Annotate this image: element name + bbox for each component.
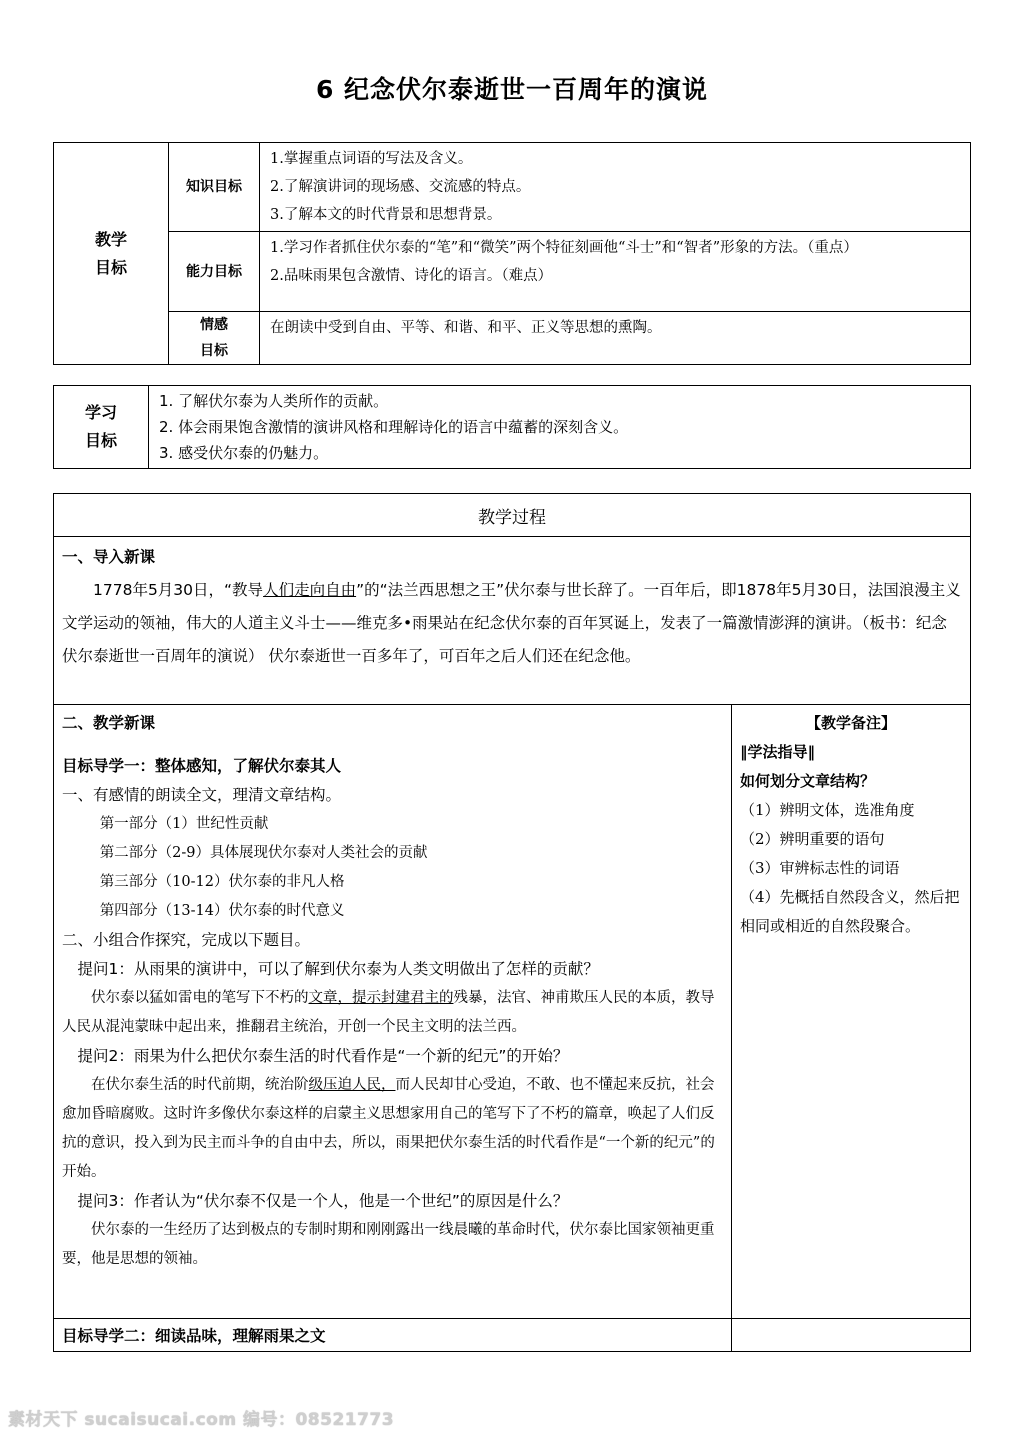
- goal-item: 2.了解演讲词的现场感、交流感的特点。: [270, 179, 531, 195]
- new-lesson-section: [54, 705, 732, 1319]
- goal-item: 3.了解本文的时代背景和思想背景。: [270, 207, 502, 223]
- emotion-goal-label: [169, 312, 260, 365]
- task2: 二、小组合作探究，完成以下题目。: [62, 931, 311, 949]
- label-line: 教学: [94, 229, 127, 249]
- question-1: 提问1：从雨果的演讲中，可以了解到伏尔泰为人类文明做出了怎样的贡献？: [77, 960, 599, 978]
- structure-part: 第四部分（13-14）伏尔泰的时代意义: [99, 903, 345, 919]
- goal-item: 2. 体会雨果饱含激情的演讲风格和理解诗化的语言中蕴蓄的深刻含义。: [159, 418, 629, 436]
- text-run: 在伏尔泰生活的时代前期，统治阶: [91, 1077, 309, 1093]
- teaching-process-table: [53, 493, 971, 1352]
- question-2: 提问2：雨果为什么把伏尔泰生活的时代看作是“一个新的纪元”的开始？: [77, 1047, 569, 1065]
- goal-item: 在朗读中受到自由、平等、和谐、和平、正义等思想的熏陶。: [270, 320, 662, 336]
- new-lesson-title: 二、教学新课: [62, 714, 156, 732]
- note-item: （3）审辨标志性的词语: [740, 859, 900, 877]
- label-line: 知识目标: [186, 179, 242, 195]
- underlined-text: 文章，提示封建君主的: [308, 990, 454, 1006]
- note-item: （2）辨明重要的语句: [740, 830, 885, 848]
- notes-question: 如何划分文章结构？: [740, 772, 876, 790]
- text-run: 伏尔泰以猛如雷电的笔写下不朽的: [91, 990, 309, 1006]
- underlined-text: 人们走向自由: [263, 581, 357, 599]
- structure-part: 第一部分（1）世纪性贡献: [99, 816, 269, 832]
- intro-section: [54, 537, 971, 705]
- text-run: 而人民却甘心受迫，不敢、也不懂起来反抗，社会愈加昏暗腐败。这时许多像伏尔泰这样的启蒙主义思想家用自己的笔写下了不朽的篇章，唤起了人们反抗的意识，投入到为民主而斗争的自由中去，所以，雨果把伏尔泰生活的时代看作是“一个新的纪元”的开始。: [62, 1077, 715, 1180]
- watermark: 素材天下 sucaisucai.com 编号：08521773: [8, 1410, 395, 1430]
- text-run: 残暴，法官、神甫欺压人民的本质，教导人民从混沌蒙昧中起出来，推翻君主统治，开创一个民主文明的法兰西。: [62, 990, 715, 1035]
- label-line: 情感: [200, 317, 228, 333]
- label-line: 学习: [84, 403, 117, 422]
- label-line: 能力目标: [186, 263, 242, 280]
- answer-3: 伏尔泰的一生经历了达到极点的专制时期和刚刚露出一线晨曦的革命时代，伏尔泰比国家领袖更重要，他是思想的领袖。: [62, 1222, 715, 1267]
- label-line: 目标: [94, 257, 127, 277]
- goal-item: 1. 了解伏尔泰为人类所作的贡献。: [159, 392, 389, 410]
- goal-item: 1.学习作者抓住伏尔泰的“笔”和“微笑”两个特征刻画他“斗士”和“智者”形象的方法。（重点）: [270, 240, 858, 256]
- teaching-notes: [732, 705, 971, 1319]
- answer-2: [62, 1071, 723, 1187]
- goal-item: 1.掌握重点词语的写法及含义。: [270, 151, 473, 167]
- intro-paragraph: [62, 574, 962, 673]
- knowledge-goal-items: [260, 143, 971, 232]
- text-run: ”的“法兰西思想之王”伏尔泰与世长辞了。一百年后，即1878年5月30日，法国浪漫主义文学运动的领袖，伟大的人道主义斗士——维克多•雨果站在纪念伏尔泰的百年冥诞上，发表了一篇激情澎湃的演讲。（板书：纪念伏尔泰逝世一百周年的演说） 伏尔泰逝世一百多年了，可百年之后人们还在纪念他。: [62, 581, 961, 665]
- ability-goal-items: [260, 232, 971, 312]
- page-title: 6 纪念伏尔泰逝世一百周年的演说: [315, 75, 709, 104]
- note-item: （1）辨明文体，选准角度: [740, 801, 915, 819]
- underlined-text: 级压迫人民，: [308, 1077, 396, 1093]
- answer-1: [62, 984, 723, 1042]
- teaching-objectives-table: [53, 142, 971, 365]
- notes-header: 【教学备注】: [805, 714, 896, 732]
- ability-goal-label: [169, 232, 260, 312]
- goal-item: 3. 感受伏尔泰的仍魅力。: [159, 444, 329, 462]
- text-run: 1778年5月30日，“教导: [93, 581, 264, 599]
- intro-title: 一、导入新课: [62, 548, 156, 566]
- knowledge-goal-label: [169, 143, 260, 232]
- study-goal-items: [149, 386, 971, 469]
- goal1-heading: 目标导学一：整体感知，了解伏尔泰其人: [62, 757, 342, 775]
- label-line: 目标: [84, 431, 117, 450]
- empty-notes-cell: [732, 1319, 971, 1352]
- notes-subheader: ‖学法指导‖: [740, 743, 816, 761]
- structure-part: 第二部分（2-9）具体展现伏尔泰对人类社会的贡献: [99, 845, 428, 861]
- study-goal-label: [54, 386, 149, 469]
- process-header: 教学过程: [54, 494, 971, 537]
- label-line: 目标: [200, 343, 228, 359]
- structure-part: 第三部分（10-12）伏尔泰的非凡人格: [99, 874, 345, 890]
- teaching-objectives-label: [54, 143, 169, 365]
- emotion-goal-items: [260, 312, 971, 365]
- study-goal-table: [53, 385, 971, 469]
- question-3: 提问3：作者认为“伏尔泰不仅是一个人，他是一个世纪”的原因是什么？: [77, 1192, 569, 1210]
- goal2-heading: 目标导学二：细读品味，理解雨果之文: [54, 1319, 732, 1352]
- goal-item: 2.品味雨果包含激情、诗化的语言。（难点）: [270, 268, 553, 284]
- note-item: （4）先概括自然段含义，然后把相同或相近的自然段聚合。: [740, 888, 960, 935]
- task1: 一、有感情的朗读全文，理清文章结构。: [62, 786, 342, 804]
